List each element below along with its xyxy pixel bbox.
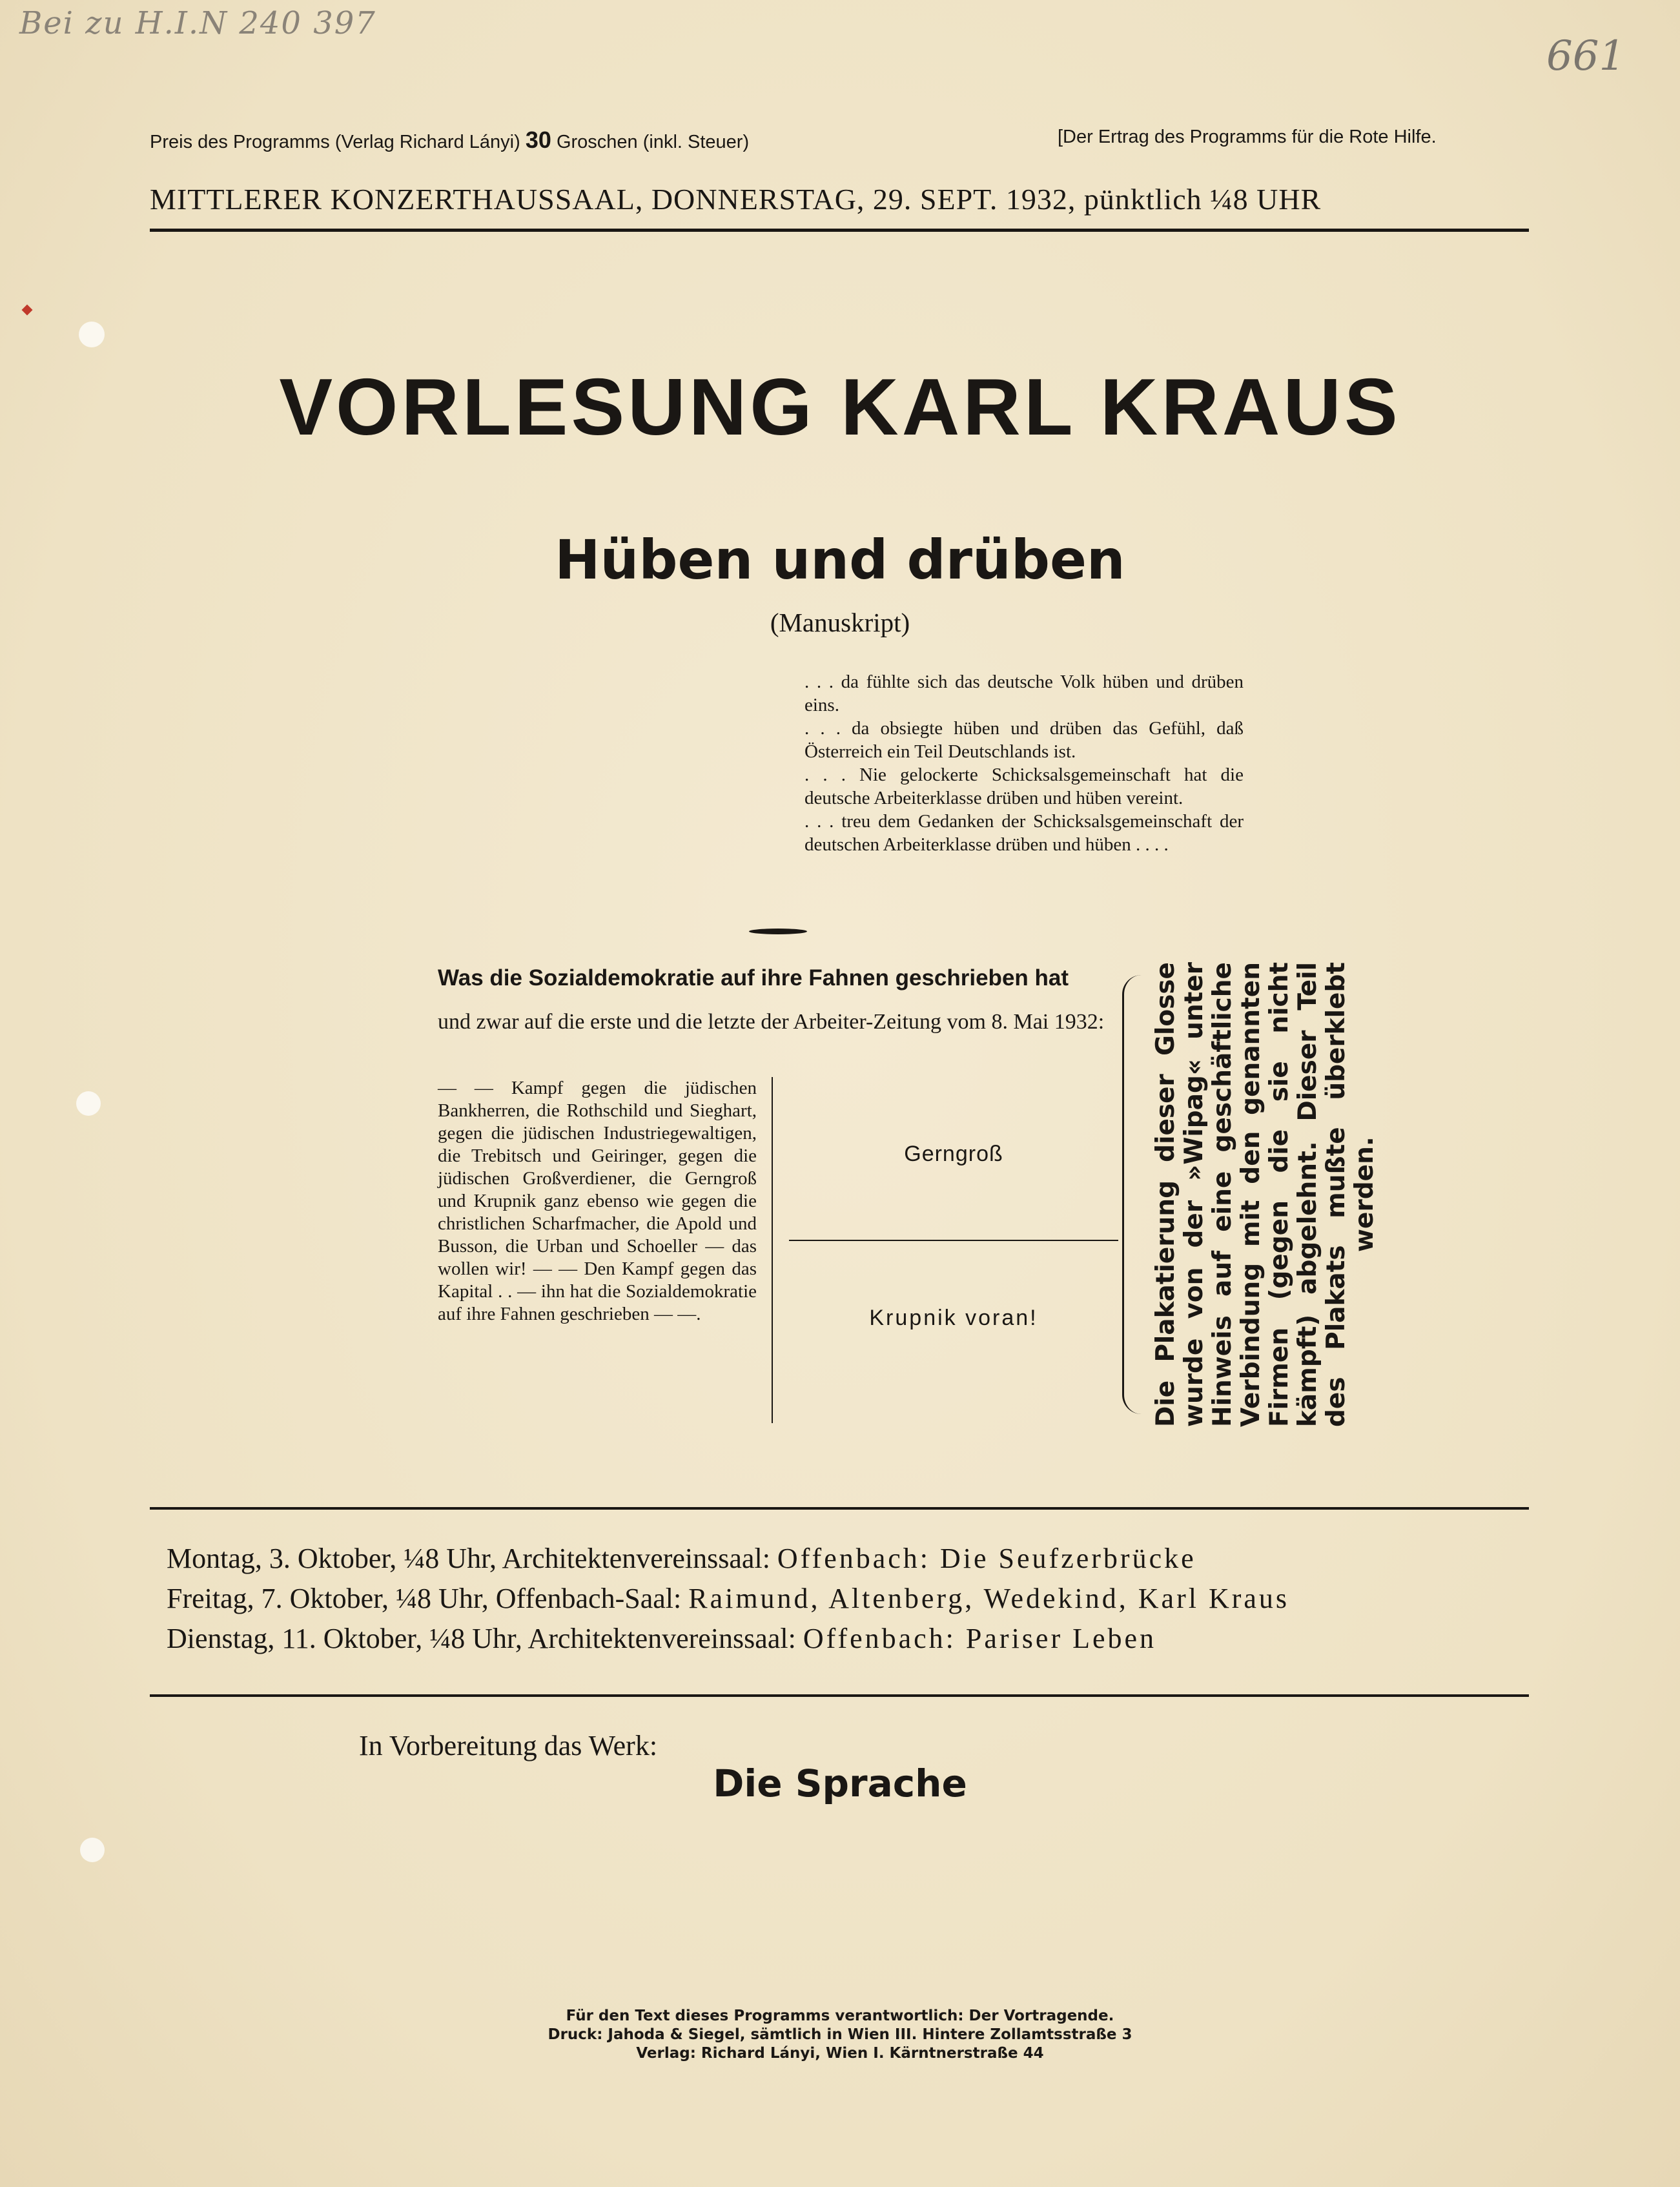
imprint-line: Verlag: Richard Lányi, Wien I. Kärntnerstraße 44 — [636, 2045, 1044, 2062]
handwritten-sheet-number: 661 — [1546, 32, 1626, 80]
poster-krupnik: Krupnik voran! — [869, 1306, 1038, 1330]
bracket-brace — [1122, 975, 1143, 1414]
glosse-quote: — — Kampf gegen die jüdischen Bankherren, die Rothschild und Sieghart, gegen die jüdischen Industriegewaltigen, die Trebitsch und Geiringer, gegen die jüdischen Großverdiener, die Gerngroß und Krupnik ganz ebenso wie gegen die christlichen Scharfmacher, die Apold und Busson, die Urban und Schoeller — das wollen wir! — — Den Kampf gegen das Kapital . . — ihn hat die Sozialdemokratie auf ihre Fahnen geschrieben — —. — [438, 1078, 757, 1324]
epigraph-line: . . . da fühlte sich das deutsche Volk hüben und drüben eins. — [804, 672, 1244, 715]
venue-rule — [150, 229, 1529, 232]
poster-gerngross: Gerngroß — [904, 1142, 1003, 1166]
price-amount: 30 — [525, 127, 551, 153]
imprint-line: Druck: Jahoda & Siegel, sämtlich in Wien III. Hintere Zollamtsstraße 3 — [548, 2026, 1132, 2043]
manuscript-note: (Manuskript) — [770, 608, 910, 637]
section-dash — [749, 929, 807, 934]
price-note — [150, 127, 749, 154]
schedule-row — [167, 1622, 1156, 1655]
schedule-rule-top — [150, 1507, 1529, 1510]
side-note: Die Plakatierung dieser Glosse wurde von der »Wipag« unter Hinweis auf eine geschäftliche Verbindung mit den genannten Firmen (gegen die sie nicht kämpft) abgelehnt. Dieser Teil des Plakats mußte überklebt werden. — [1151, 962, 1379, 1427]
schedule-rule-bottom — [150, 1694, 1529, 1697]
preparation-work: Die Sprache — [713, 1761, 967, 1805]
red-pin-mark — [22, 305, 33, 316]
epigraph-line: . . . da obsiegte hüben und drüben das Gefühl, daß Österreich ein Teil Deutschlands ist. — [804, 718, 1244, 762]
price-suffix: Groschen (inkl. Steuer) — [556, 132, 750, 152]
proceeds-note: [Der Ertrag des Programms für die Rote Hilfe. — [1058, 127, 1437, 147]
epigraph — [804, 670, 1244, 856]
glosse-heading: Was die Sozialdemokratie auf ihre Fahnen geschrieben hat — [438, 965, 1069, 991]
quote-divider — [772, 1077, 773, 1423]
schedule-event: Offenbach: Die Seufzerbrücke — [777, 1543, 1196, 1574]
glosse-intro: und zwar auf die erste und die letzte der Arbeiter-Zeitung vom 8. Mai 1932: — [438, 1010, 1105, 1034]
handwritten-reference: Bei zu H.I.N 240 397 — [19, 5, 376, 41]
side-note-box — [1152, 962, 1401, 1427]
schedule-date: Freitag, 7. Oktober, ¼8 Uhr, Offenbach-Saal: — [167, 1583, 682, 1614]
program-subtitle: Hüben und drüben — [555, 528, 1125, 591]
poster-divider — [789, 1240, 1118, 1241]
price-prefix: Preis des Programms (Verlag Richard Lányi) — [150, 132, 520, 152]
schedule-event: Offenbach: Pariser Leben — [803, 1623, 1157, 1654]
schedule-row — [167, 1542, 1196, 1575]
imprint-line: Für den Text dieses Programms verantwortlich: Der Vortragende. — [566, 2007, 1114, 2024]
epigraph-line: . . . Nie gelockerte Schicksalsgemeinschaft hat die deutsche Arbeiterklasse drüben und hüben vereint. — [804, 765, 1244, 808]
schedule-row — [167, 1582, 1289, 1615]
schedule-date: Montag, 3. Oktober, ¼8 Uhr, Architektenvereinssaal: — [167, 1543, 770, 1574]
schedule-date: Dienstag, 11. Oktober, ¼8 Uhr, Architektenvereinssaal: — [167, 1623, 796, 1654]
punch-hole-bottom — [80, 1838, 105, 1862]
imprint — [0, 2007, 1680, 2063]
epigraph-line: . . . treu dem Gedanken der Schicksalsgemeinschaft der deutschen Arbeiterklasse drüben und hüben . . . . — [804, 811, 1244, 855]
punch-hole-middle — [76, 1091, 101, 1116]
schedule-event: Raimund, Altenberg, Wedekind, Karl Kraus — [688, 1583, 1290, 1614]
punch-hole-top — [79, 322, 105, 347]
venue-line: MITTLERER KONZERTHAUSSAAL, DONNERSTAG, 29. SEPT. 1932, pünktlich ¼8 UHR — [150, 183, 1322, 216]
page-title: VORLESUNG KARL KRAUS — [279, 363, 1401, 452]
preparation-label: In Vorbereitung das Werk: — [359, 1730, 658, 1761]
